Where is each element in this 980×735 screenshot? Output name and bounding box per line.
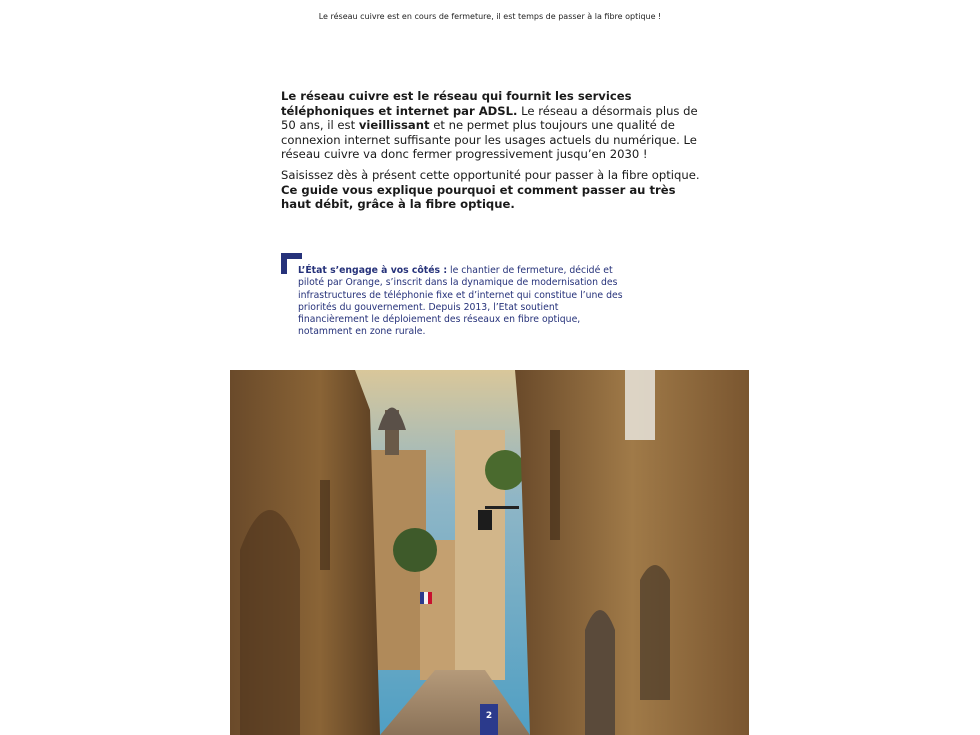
intro-text-b: et ne permet plus toujours une qualité de connexion internet suffisante pour les usages actuels du numérique. Le réseau cuivre va donc fermer progressivement jusqu’en 2030 ! [281,118,697,162]
running-header: Le réseau cuivre est en cours de fermeture, il est temps de passer à la fibre optique ! [318,12,662,21]
intro-paragraph-1 [281,89,701,162]
callout-body: le chantier de fermeture, décidé et piloté par Orange, s’inscrit dans la dynamique de modernisation des infrastructures de téléphonie fixe et d’internet qui constitue l’une des priorités du gouvernement. Depuis 2013, l’Etat soutient financièrement le déploiement des réseaux en fibre optique, notamment en zone rurale. [298,265,623,338]
intro-text [281,89,701,218]
intro-bold-lead: Le réseau cuivre est le réseau qui fournit les services téléphoniques et internet par ADSL. [281,89,632,118]
callout-text [298,265,628,339]
callout-lead: L’État s’engage à vos côtés : [298,265,448,276]
intro-bold-word: vieillissant [358,118,430,133]
village-street-photo [230,370,749,735]
intro-paragraph-2 [281,168,701,212]
page-number-badge: 2 [480,704,498,735]
intro-text-a: Le réseau a désormais plus de 50 ans, il est [281,103,698,133]
intro-p2-text: Saisissez dès à présent cette opportunité pour passer à la fibre optique. [281,167,700,182]
intro-p2-bold: Ce guide vous explique pourquoi et comment passer au très haut débit, grâce à la fibre optique. [281,182,676,212]
